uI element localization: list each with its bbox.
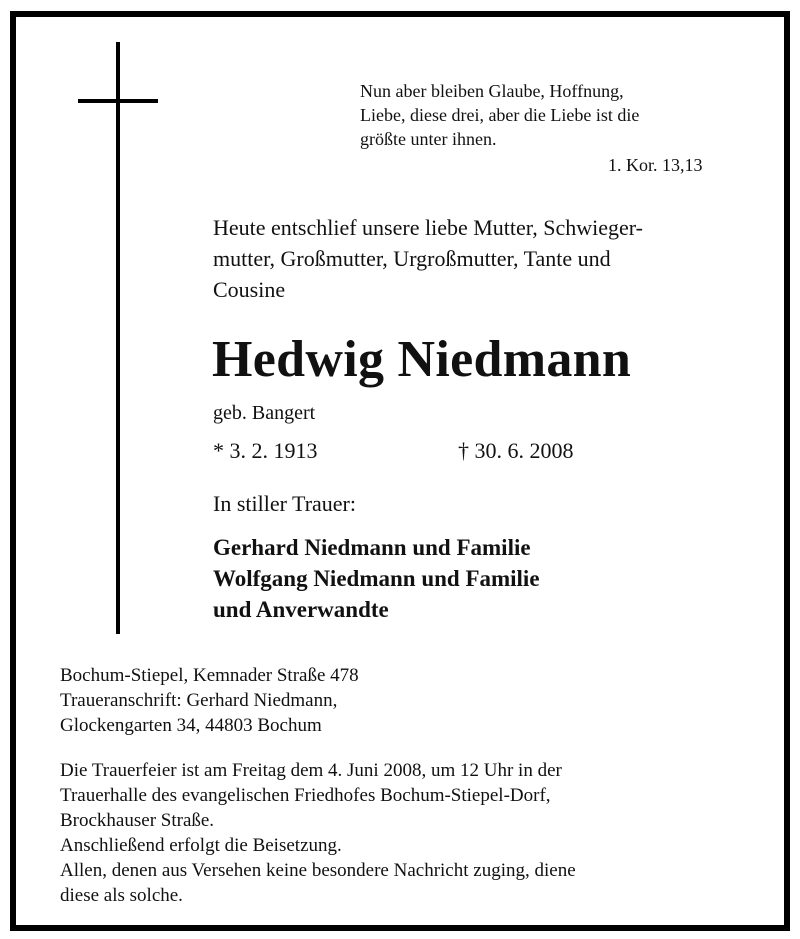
intro-line: Cousine [213,277,286,302]
service-line: Trauerhalle des evangelischen Friedhofes Bochum-Stiepel-Dorf, [60,785,551,806]
verse-line: Nun aber bleiben Glaube, Hoffnung, [360,81,624,101]
service-line: Die Trauerfeier ist am Freitag dem 4. Juni 2008, um 12 Uhr in der [60,760,562,781]
address-line: Bochum-Stiepel, Kemnader Straße 478 [60,665,359,686]
bible-verse [360,79,639,151]
mourner-line: Gerhard Niedmann und Familie [213,535,531,560]
maiden-name: geb. Bangert [213,402,316,424]
address-block [60,663,359,738]
mourners-list [213,532,540,625]
mourner-line: Wolfgang Niedmann und Familie [213,566,540,591]
service-line: Allen, denen aus Versehen keine besondere Nachricht zuging, diene [60,860,576,881]
intro-line: mutter, Großmutter, Urgroßmutter, Tante und [213,246,611,271]
service-line: Anschließend erfolgt die Beisetzung. [60,835,342,856]
mourner-line: und Anverwandte [213,597,389,622]
death-date: † 30. 6. 2008 [458,438,574,463]
cross-vertical-bar [116,42,120,634]
deceased-name: Hedwig Niedmann [212,331,632,388]
verse-reference: 1. Kor. 13,13 [608,155,703,175]
cross-horizontal-bar [78,99,158,103]
address-line: Traueranschrift: Gerhard Niedmann, [60,690,338,711]
service-line: diese als solche. [60,885,183,906]
intro-line: Heute entschlief unsere liebe Mutter, Schwieger- [213,215,643,240]
verse-line: Liebe, diese drei, aber die Liebe ist die [360,105,640,125]
address-line: Glockengarten 34, 44803 Bochum [60,715,322,736]
funeral-service-info [60,758,576,908]
verse-line: größte unter ihnen. [360,129,497,149]
service-line: Brockhauser Straße. [60,810,215,831]
mourning-heading: In stiller Trauer: [213,491,356,516]
intro-text [213,212,643,305]
obituary-notice [10,11,790,931]
birth-date: * 3. 2. 1913 [213,438,318,463]
